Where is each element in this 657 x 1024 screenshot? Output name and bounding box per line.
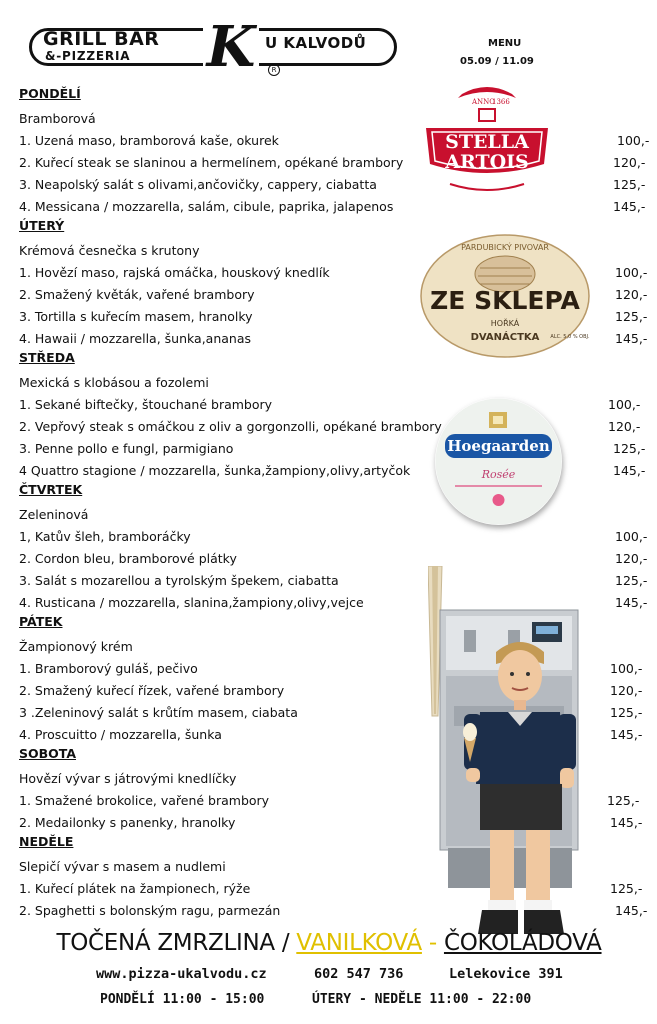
dish-price: 125,-	[610, 705, 643, 720]
dish-price: 120,-	[615, 551, 648, 566]
svg-text:DVANÁCTKA: DVANÁCTKA	[470, 332, 540, 343]
dish-price: 100,-	[617, 133, 650, 148]
dish-name: 1. Kuřecí plátek na žampionech, rýže	[19, 881, 251, 896]
dish-name: 2. Spaghetti s bolonským ragu, parmezán	[19, 903, 281, 918]
dish-price: 120,-	[613, 155, 646, 170]
svg-text:ZE SKLEPA: ZE SKLEPA	[430, 286, 580, 315]
dish-name: 3. Penne pollo e fungl, parmigiano	[19, 441, 234, 456]
dish-name: 2. Smažený kuřecí řízek, vařené brambory	[19, 683, 285, 698]
menu-item	[0, 416, 657, 438]
dish-name: 4. Messicana / mozzarella, salám, cibule, paprika, jalapenos	[19, 199, 394, 214]
svg-text:Hoegaarden: Hoegaarden	[447, 437, 550, 455]
dish-price: 125,-	[615, 309, 648, 324]
soup-of-day-streda: Mexická s klobásou a fozolemi	[19, 375, 209, 390]
logo-pizzeria: &-PIZZERIA	[45, 49, 131, 63]
dish-price: 145,-	[615, 331, 648, 346]
ze-sklepa-beer-logo	[420, 234, 590, 358]
dish-price: 125,-	[615, 573, 648, 588]
dish-price: 125,-	[613, 441, 646, 456]
dish-price: 100,-	[610, 661, 643, 676]
svg-text:Rosée: Rosée	[481, 468, 516, 481]
opening-hours	[0, 992, 657, 1008]
ice-cream-prefix: TOČENÁ ZMRZLINA /	[56, 930, 297, 956]
dish-price: 120,-	[608, 419, 641, 434]
restaurant-logo	[25, 14, 405, 80]
ice-cream-banner	[4, 930, 654, 956]
boy-with-ice-cream-photo	[462, 634, 580, 940]
dish-name: 1. Uzená maso, bramborová kaše, okurek	[19, 133, 279, 148]
svg-text:ANNO: ANNO	[472, 98, 496, 106]
phone-number[interactable]: 602 547 736	[314, 966, 404, 982]
dish-price: 125,-	[607, 793, 640, 808]
website-link[interactable]: www.pizza-ukalvodu.cz	[96, 966, 267, 982]
soup-of-day-sobota: Hovězí vývar s játrovými knedlíčky	[19, 771, 237, 786]
day-name: PÁTEK	[19, 614, 63, 629]
day-name: ČTVRTEK	[19, 482, 83, 497]
dish-name: 1. Bramborový guláš, pečivo	[19, 661, 198, 676]
soup-of-day-ctvrtek: Zeleninová	[19, 507, 89, 522]
dish-name: 1. Smažené brokolice, vařené brambory	[19, 793, 270, 808]
menu-item	[0, 394, 657, 416]
dish-name: 2. Kuřecí steak se slaninou a hermelínem, opékané brambory	[19, 155, 404, 170]
soup-of-day-utery: Krémová česnečka s krutony	[19, 243, 200, 258]
svg-text:1366: 1366	[492, 98, 510, 106]
dish-price: 145,-	[615, 595, 648, 610]
dish-name: 2. Smažený květák, vařené brambory	[19, 287, 255, 302]
dish-name: 1, Katův šleh, bramboráčky	[19, 529, 191, 544]
dish-price: 120,-	[615, 287, 648, 302]
svg-text:ARTOIS: ARTOIS	[445, 151, 529, 173]
soup-of-day-pondeli: Bramborová	[19, 111, 96, 126]
day-name: SOBOTA	[19, 746, 77, 761]
dish-price: 145,-	[610, 815, 643, 830]
dish-price: 125,-	[610, 881, 643, 896]
dish-name: 2. Vepřový steak s omáčkou z oliv a gorgonzolli, opékané brambory	[19, 419, 442, 434]
menu-dates: 05.09 / 11.09	[460, 56, 534, 67]
dish-name: 4. Hawaii / mozzarella, šunka,ananas	[19, 331, 252, 346]
day-name: PONDĚLÍ	[19, 86, 81, 101]
hours-monday: PONDĚLÍ 11:00 - 15:00	[100, 992, 265, 1007]
menu-item	[0, 152, 657, 174]
logo-grill-bar: GRILL BAR	[43, 28, 160, 50]
day-name: NEDĚLE	[19, 834, 74, 849]
menu-item	[0, 130, 657, 152]
dish-name: 3. Tortilla s kuřecím masem, hranolky	[19, 309, 253, 324]
vanilla-flavor: VANILKOVÁ	[296, 930, 422, 956]
dish-price: 145,-	[615, 903, 648, 918]
dish-price: 145,-	[613, 199, 646, 214]
day-heading-pondeli	[0, 86, 657, 108]
flavor-dash: -	[421, 930, 444, 956]
address: Lelekovice 391	[449, 966, 563, 982]
svg-text:ALC. 5,0 % OBJ.: ALC. 5,0 % OBJ.	[550, 334, 590, 340]
menu-item	[0, 196, 657, 218]
logo-u-kalvodu: U KALVODŮ	[265, 34, 367, 52]
svg-text:STELLA: STELLA	[445, 131, 529, 153]
day-name: ÚTERÝ	[19, 218, 65, 233]
logo-k-letter: K	[203, 16, 259, 78]
dish-name: 3. Neapolský salát s olivami,ančovičky, cappery, ciabatta	[19, 177, 377, 192]
dish-price: 145,-	[613, 463, 646, 478]
dish-price: 100,-	[615, 529, 648, 544]
dish-name: 4 Quattro stagione / mozzarella, šunka,žampiony,olivy,artyčok	[19, 463, 411, 478]
hoegaarden-rosee-logo	[435, 398, 562, 525]
dish-price: 120,-	[610, 683, 643, 698]
dish-name: 2. Medailonky s panenky, hranolky	[19, 815, 236, 830]
dish-name: 4. Rusticana / mozzarella, slanina,žampiony,olivy,vejce	[19, 595, 364, 610]
chocolate-flavor: ČOKOLÁDOVÁ	[443, 930, 602, 956]
dish-price: 100,-	[608, 397, 641, 412]
menu-item	[0, 174, 657, 196]
dish-name: 2. Cordon bleu, bramborové plátky	[19, 551, 237, 566]
stella-artois-logo	[420, 84, 554, 204]
day-heading-ctvrtek	[0, 482, 657, 504]
dish-price: 125,-	[613, 177, 646, 192]
dish-name: 3 .Zeleninový salát s krůtím masem, ciabata	[19, 705, 298, 720]
svg-text:HOŘKÁ: HOŘKÁ	[490, 319, 520, 328]
dish-price: 145,-	[610, 727, 643, 742]
soup-of-day-patek: Žampionový krém	[19, 639, 133, 654]
contact-line	[0, 966, 657, 984]
dish-name: 1. Sekané biftečky, štouchané brambory	[19, 397, 273, 412]
hours-tuesday-sunday: ÚTERY - NEDĚLE 11:00 - 22:00	[312, 992, 532, 1007]
menu-item	[0, 526, 657, 548]
day-name: STŘEDA	[19, 350, 75, 365]
svg-text:PARDUBICKÝ PIVOVAR: PARDUBICKÝ PIVOVAR	[461, 243, 549, 252]
soup-of-day-nedele: Slepičí vývar s masem a nudlemi	[19, 859, 226, 874]
dish-name: 4. Proscuitto / mozzarella, šunka	[19, 727, 222, 742]
dish-price: 100,-	[615, 265, 648, 280]
dish-name: 3. Salát s mozarellou a tyrolským špekem, ciabatta	[19, 573, 339, 588]
menu-title: MENU	[488, 38, 522, 49]
registered-mark: R	[268, 64, 280, 76]
dish-name: 1. Hovězí maso, rajská omáčka, houskový knedlík	[19, 265, 330, 280]
